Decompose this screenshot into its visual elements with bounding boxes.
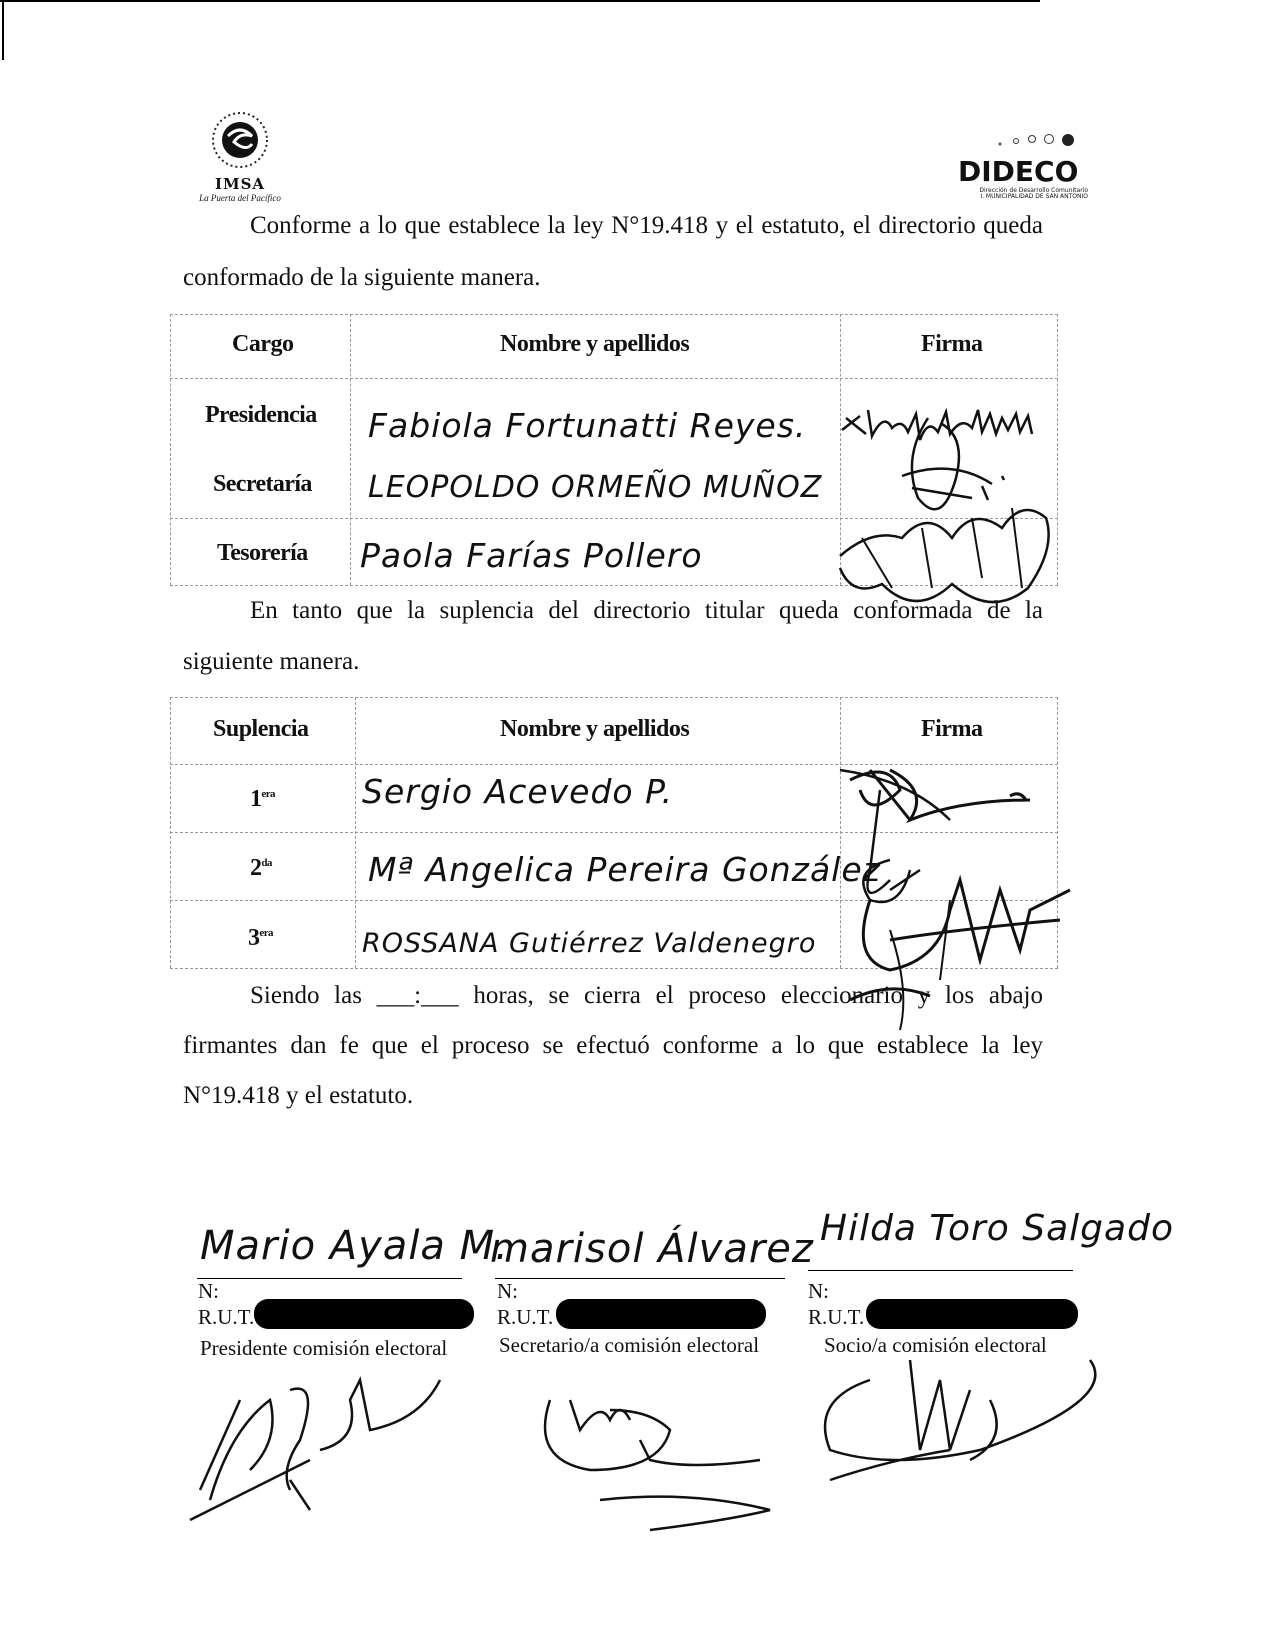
signatory-1-role: Presidente comisión electoral	[200, 1336, 448, 1360]
signatory-2-line	[495, 1278, 785, 1279]
board-table-header-rule	[170, 378, 1058, 379]
imsa-tagline: La Puerta del Pacífico	[199, 193, 281, 203]
subs-row-2-nombre: Mª Angelica Pereira González	[368, 850, 881, 889]
substitutes-intro-line-1: En tanto que la suplencia del directorio titular queda conformada de la	[250, 597, 1043, 624]
closing-line-1: Siendo las ___:___ horas, se cierra el proceso eleccionario y los abajo	[250, 982, 1043, 1009]
board-signatures-image	[832, 388, 1064, 616]
imsa-emblem-icon	[180, 108, 300, 170]
dideco-subtitle-1: Dirección de Desarrollo Comunitario	[979, 187, 1088, 194]
subs-table-col-rule-1	[355, 697, 356, 968]
signatory-3-role: Socio/a comisión electoral	[824, 1333, 1047, 1357]
signatory-2-signature: marisol Álvarez	[490, 1226, 814, 1272]
subs-row-3-suffix: era	[259, 927, 273, 939]
dideco-logo	[958, 128, 1088, 198]
subs-row-2-num	[250, 855, 272, 882]
board-row-presidencia-cargo: Presidencia	[205, 402, 317, 428]
board-table-top-rule	[170, 314, 1058, 315]
board-row-secretaria-cargo: Secretaría	[213, 471, 312, 497]
signatory-1-n-label: N:	[198, 1279, 219, 1303]
dideco-subtitle-2: I. MUNICIPALIDAD DE SAN ANTONIO	[980, 193, 1088, 200]
signatory-2-rut-label: R.U.T.	[497, 1305, 554, 1329]
signatory-1-rut-label: R.U.T.	[198, 1305, 255, 1329]
subs-row-3-num	[248, 925, 273, 952]
subs-row-1-num	[250, 786, 275, 813]
substitutes-intro-line-2: siguiente manera.	[183, 648, 360, 675]
board-row-presidencia-nombre: Fabiola Fortunatti Reyes.	[368, 406, 807, 445]
board-header-nombre: Nombre y apellidos	[500, 331, 690, 357]
board-row-secretaria-nombre: LEOPOLDO ORMEÑO MUÑOZ	[368, 470, 823, 505]
subs-row-1-num-value: 1	[250, 786, 262, 812]
imsa-logo	[180, 108, 300, 206]
board-header-firma: Firma	[921, 331, 983, 357]
closing-line-3: N°19.418 y el estatuto.	[183, 1082, 414, 1109]
page-border-top	[0, 0, 1040, 2]
signatory-2-rut-redaction	[556, 1299, 766, 1329]
subs-row-1-nombre: Sergio Acevedo P.	[362, 772, 673, 811]
signatory-1-signature: Mario Ayala M.	[200, 1223, 509, 1269]
signatory-3-n-label: N:	[808, 1279, 829, 1303]
dideco-name: DIDECO	[958, 155, 1079, 188]
signatory-1-rut-redaction	[254, 1299, 474, 1329]
board-table-left-rule	[170, 314, 171, 585]
intro-line-2: conformado de la siguiente manera.	[183, 264, 541, 291]
page-border-left	[2, 0, 4, 60]
subs-table-top-rule	[170, 697, 1058, 698]
subs-row-3-nombre: ROSSANA Gutiérrez Valdenegro	[362, 928, 817, 959]
subs-signatures-image	[830, 760, 1080, 1060]
board-row-tesoreria-cargo: Tesorería	[217, 540, 308, 566]
intro-line-1: Conforme a lo que establece la ley N°19.418 y el estatuto, el directorio queda	[250, 212, 1043, 239]
signatory-3-signature: Hilda Toro Salgado	[820, 1208, 1174, 1249]
subs-header-firma: Firma	[921, 716, 983, 742]
subs-row-2-num-value: 2	[250, 855, 262, 881]
signatory-3-rut-label: R.U.T.	[808, 1305, 865, 1329]
subs-row-3-num-value: 3	[248, 925, 260, 951]
bottom-signatures-image	[170, 1340, 1130, 1540]
subs-row-2-suffix: da	[261, 857, 272, 869]
board-row-tesoreria-nombre: Paola Farías Pollero	[360, 536, 703, 575]
subs-header-suplencia: Suplencia	[213, 716, 309, 742]
subs-header-nombre: Nombre y apellidos	[500, 716, 690, 742]
subs-row-1-suffix: era	[261, 788, 275, 800]
signatory-1-line	[197, 1278, 462, 1279]
signatory-2-role: Secretario/a comisión electoral	[499, 1333, 760, 1357]
board-table-col-rule-1	[350, 314, 351, 585]
dideco-dots-icon	[958, 128, 1088, 150]
signatory-2-n-label: N:	[497, 1279, 518, 1303]
signatory-3-rut-redaction	[866, 1299, 1078, 1329]
board-header-cargo: Cargo	[232, 331, 294, 357]
subs-table-left-rule	[170, 697, 171, 968]
imsa-name: IMSA	[214, 175, 266, 193]
signatory-3-line	[808, 1270, 1073, 1271]
closing-line-2: firmantes dan fe que el proceso se efectuó conforme a lo que establece la ley	[183, 1032, 1043, 1059]
